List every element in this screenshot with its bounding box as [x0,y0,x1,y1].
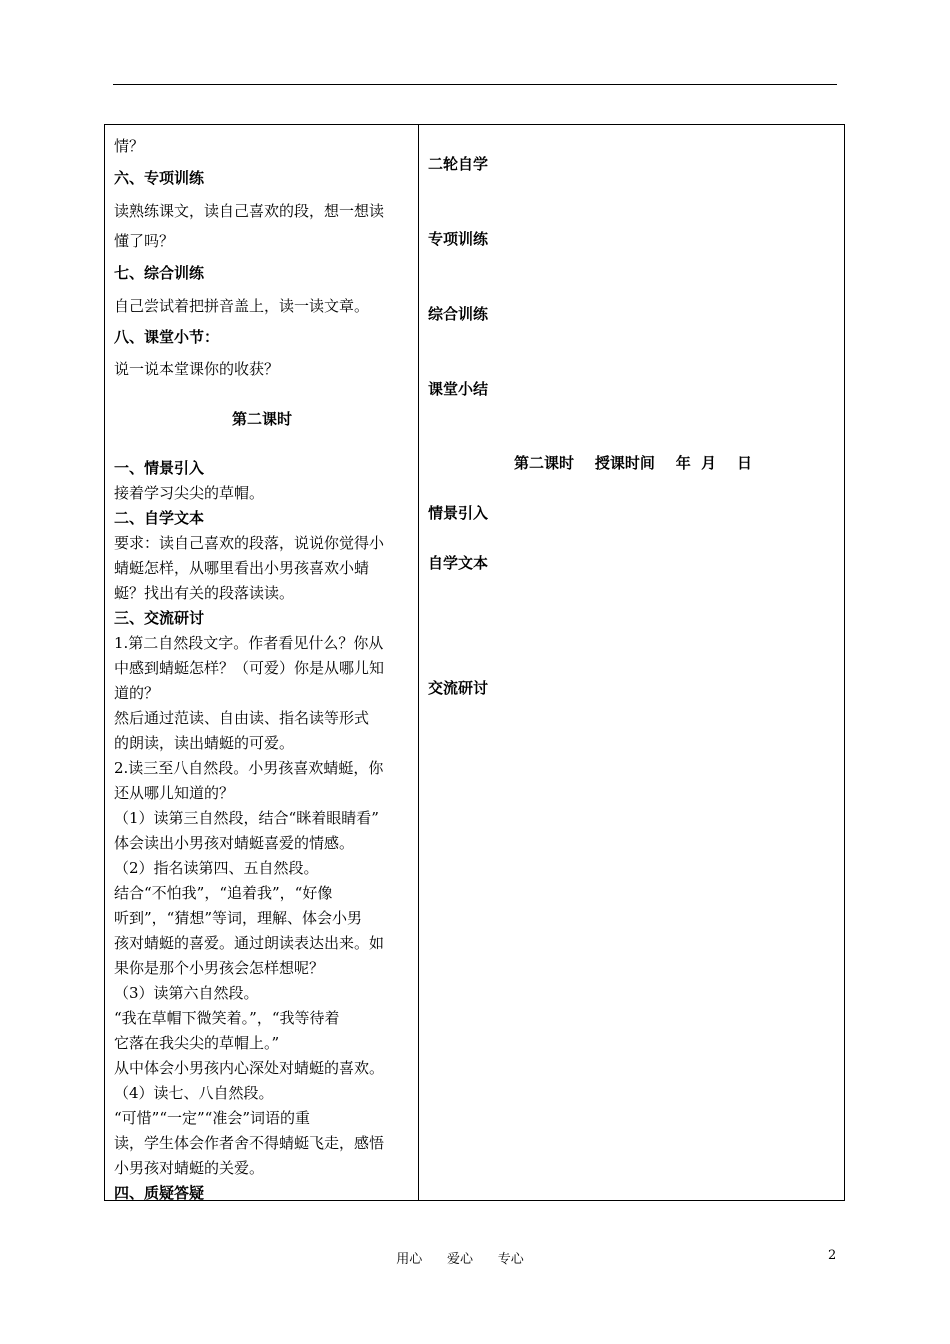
content-line: 读，学生体会作者舍不得蜻蜓飞走，感悟 [114,1134,385,1152]
step-label: 情景引入 [428,504,489,522]
content-line: 2.读三至八自然段。小男孩喜欢蜻蜓，你 [114,759,384,777]
footer-motto: 用心 爱心 专心 [396,1252,524,1267]
right-lesson-heading: 第二课时 授课时间 年 月 日 [513,454,753,472]
section-heading: 七、综合训练 [114,264,205,282]
step-label: 专项训练 [428,230,489,248]
content-line: 蜻蜓怎样，从哪里看出小男孩喜欢小蜻 [114,559,370,577]
section-heading: 二、自学文本 [114,509,205,527]
column-divider [418,125,419,1200]
content-line: （1）读第三自然段，结合“眯着眼睛看” [114,809,379,827]
content-line: （3）读第六自然段。 [114,984,259,1002]
content-line: 果你是那个小男孩会怎样想呢？ [114,959,325,977]
section-heading: 四、质疑答疑 [114,1184,205,1202]
content-line: 结合“不怕我”，“追着我”，“好像 [114,884,333,902]
content-line: 道的？ [114,684,160,702]
content-line: 要求：读自己喜欢的段落，说说你觉得小 [114,534,385,552]
section-heading: 三、交流研讨 [114,609,205,627]
header-rule [113,84,837,85]
content-line: 情？ [114,137,145,155]
content-line: 体会读出小男孩对蜻蜓喜爱的情感。 [114,834,355,852]
content-line: 读熟练课文，读自己喜欢的段，想一想读 [114,202,385,220]
content-line: 中感到蜻蜓怎样？（可爱）你是从哪儿知 [114,659,385,677]
content-line: 的朗读，读出蜻蜓的可爱。 [114,734,295,752]
content-line: 小男孩对蜻蜓的关爱。 [114,1159,265,1177]
section-heading: 六、专项训练 [114,169,205,187]
left-lesson-heading: 第二课时 [231,410,292,428]
content-line: 接着学习尖尖的草帽。 [114,484,265,502]
content-line: “我在草帽下微笑着。”，“我等待着 [114,1009,340,1027]
content-line: 然后通过范读、自由读、指名读等形式 [114,709,370,727]
section-heading: 八、课堂小节： [114,328,220,346]
content-line: 它落在我尖尖的草帽上。” [114,1034,280,1052]
step-label: 课堂小结 [428,380,489,398]
section-heading: 一、情景引入 [114,459,205,477]
step-label: 交流研讨 [428,679,489,697]
lesson-plan-table [104,124,845,1201]
content-line: 蜓？找出有关的段落读读。 [114,584,295,602]
content-line: 懂了吗？ [114,232,175,250]
content-line: 孩对蜻蜓的喜爱。通过朗读表达出来。如 [114,934,385,952]
content-line: 从中体会小男孩内心深处对蜻蜓的喜欢。 [114,1059,385,1077]
content-line: 1.第二自然段文字。作者看见什么？你从 [114,634,384,652]
step-label: 自学文本 [428,554,489,572]
page-number: 2 [828,1248,837,1263]
content-line: 还从哪儿知道的？ [114,784,235,802]
step-label: 二轮自学 [428,155,489,173]
content-line: （2）指名读第四、五自然段。 [114,859,319,877]
content-line: （4）读七、八自然段。 [114,1084,274,1102]
content-line: 自己尝试着把拼音盖上，读一读文章。 [114,297,370,315]
content-line: “可惜”“一定”“准会”词语的重 [114,1109,311,1127]
content-line: 听到”，“猜想”等词，理解、体会小男 [114,909,363,927]
step-label: 综合训练 [428,305,489,323]
content-line: 说一说本堂课你的收获？ [114,360,280,378]
